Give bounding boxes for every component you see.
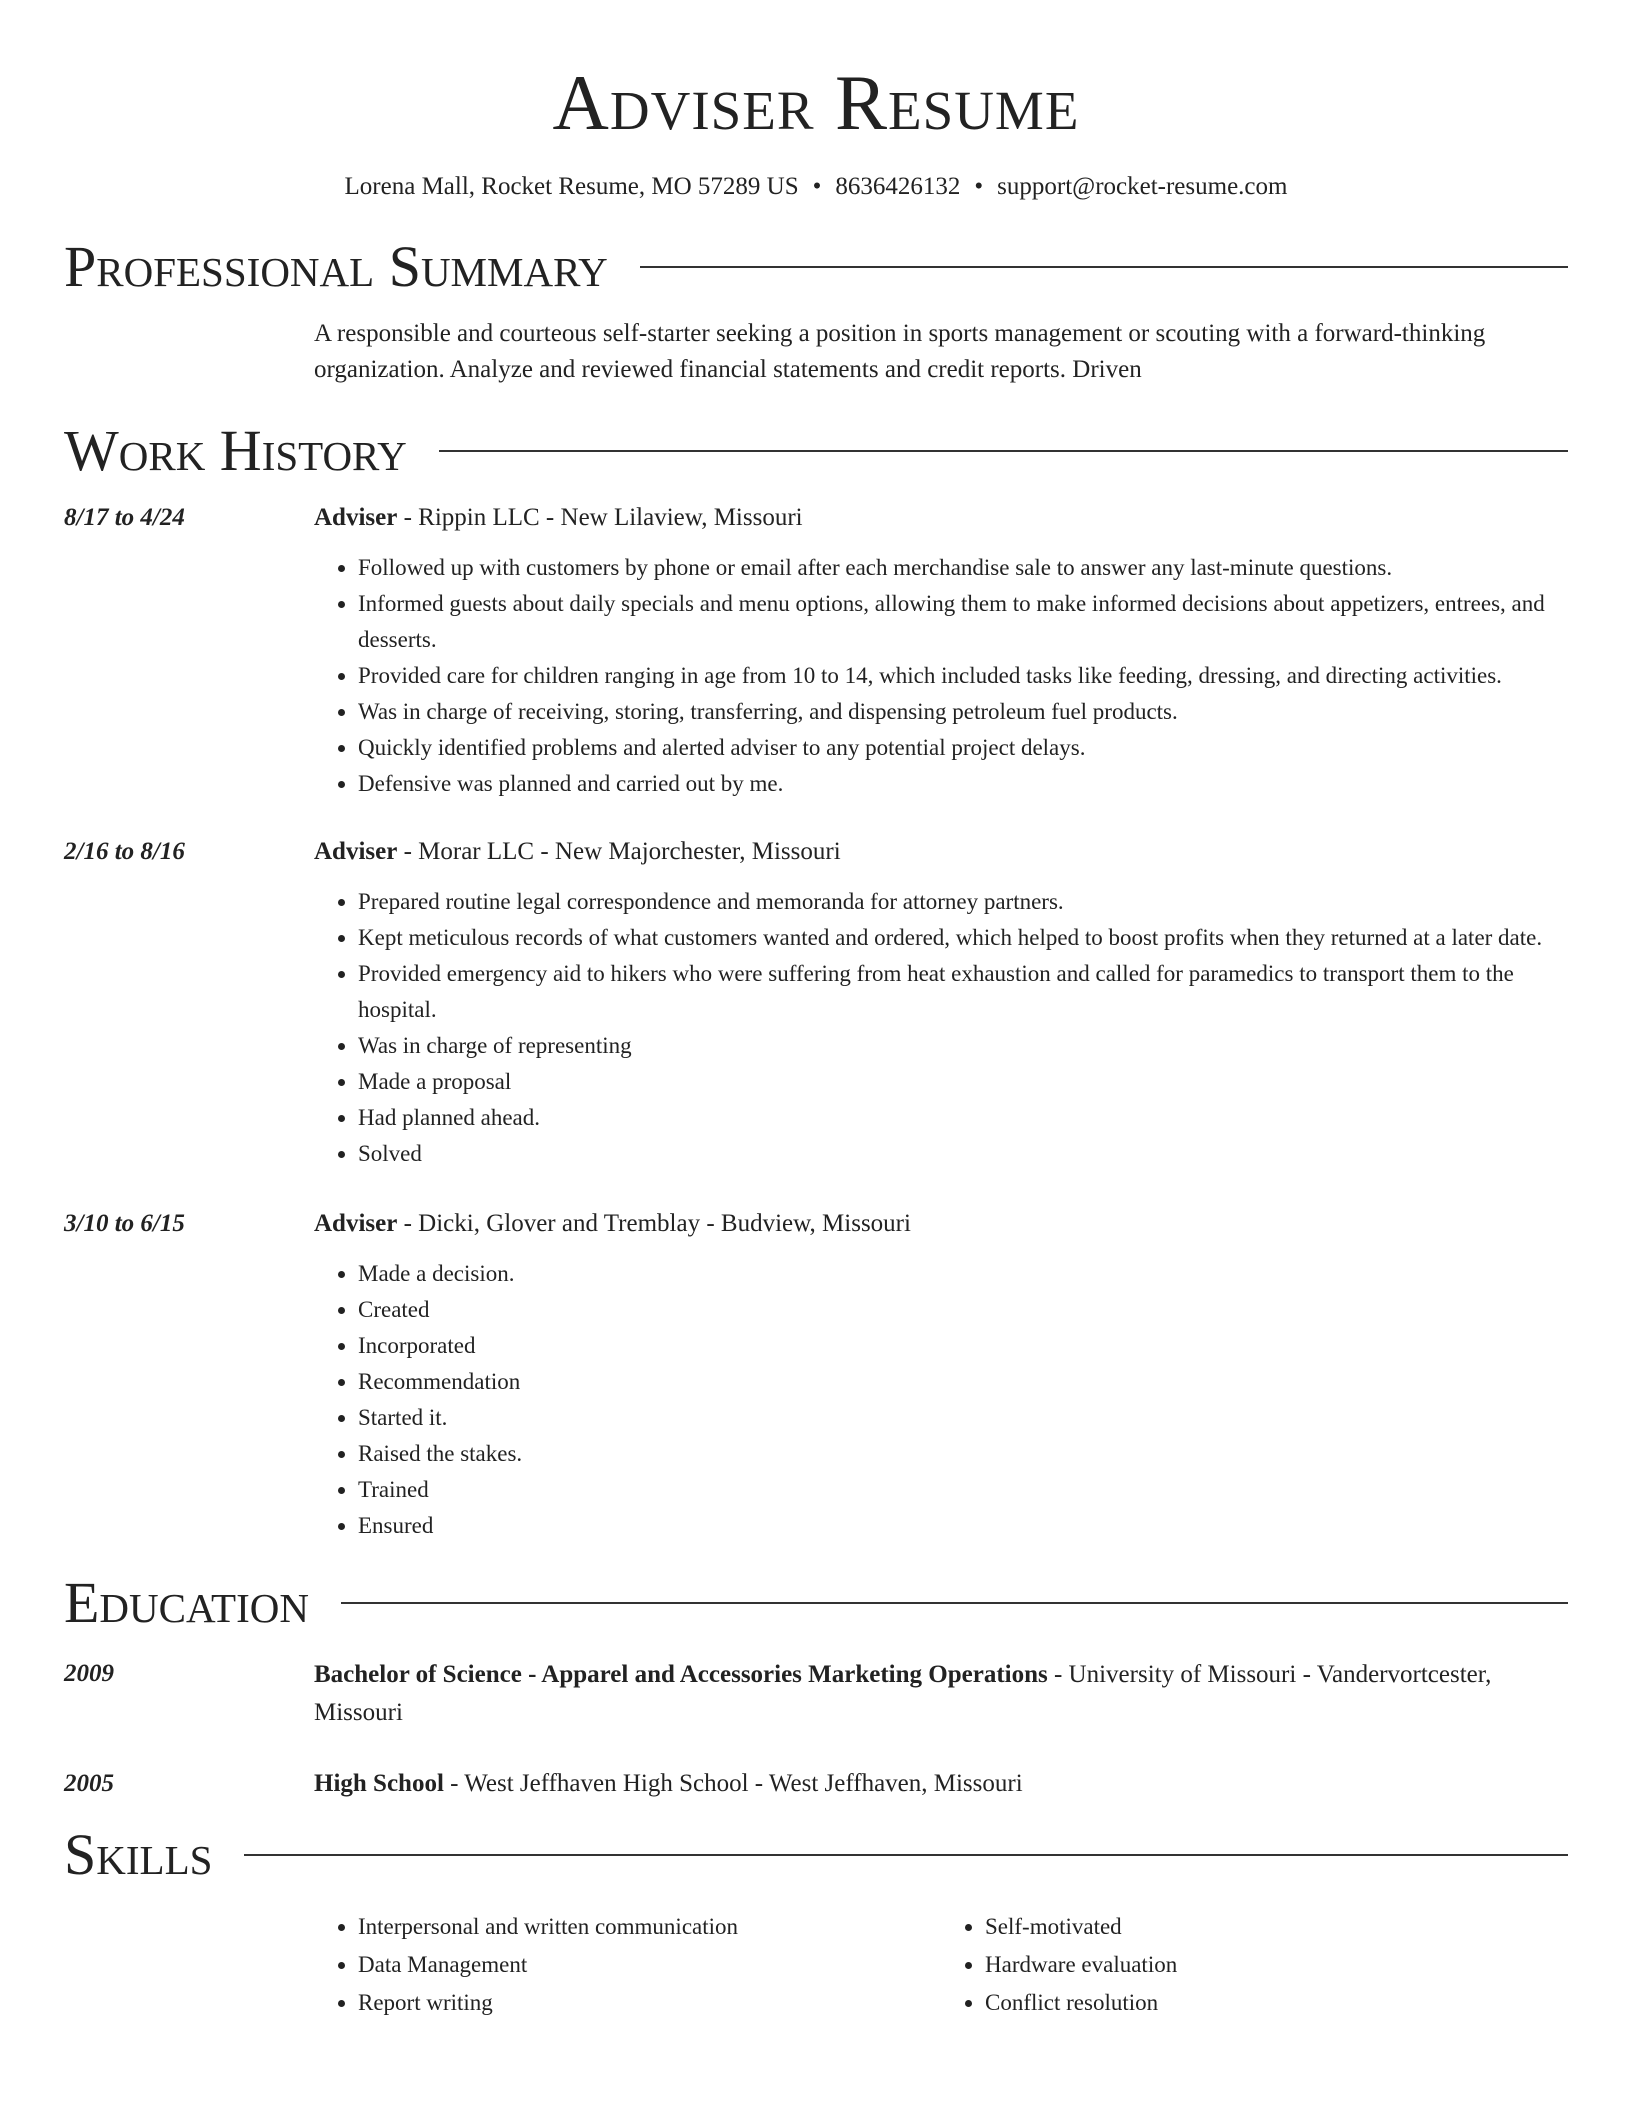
contact-phone: 8636426132	[835, 173, 961, 200]
education-details: - University of Missouri - Vandervortcester, Missouri	[314, 1661, 1492, 1726]
job-bullets	[314, 550, 1568, 802]
education-section-heading	[64, 1570, 1568, 1636]
list-item: • Solved	[358, 1136, 1568, 1172]
list-item: • Provided emergency aid to hikers who were suffering from heat exhaustion and called for paramedics to transport them to the hospital.	[358, 956, 1568, 1028]
resume-title: Adviser Resume	[552, 59, 1080, 146]
education-heading: Education	[64, 1570, 309, 1635]
job-body	[314, 1206, 1568, 1544]
list-item: • Incorporated	[358, 1328, 1568, 1364]
education-degree: High School	[314, 1770, 444, 1797]
summary-heading: Professional Summary	[64, 234, 608, 299]
summary-section-heading	[64, 234, 1568, 300]
list-item: • Recommendation	[358, 1364, 1568, 1400]
list-item: • Made a proposal	[358, 1064, 1568, 1100]
resume-page	[64, 0, 1568, 2022]
work-section-heading	[64, 418, 1568, 484]
contact-address: Lorena Mall, Rocket Resume, MO 57289 US	[344, 173, 799, 200]
job-bullets	[314, 1256, 1568, 1544]
list-item: • Raised the stakes.	[358, 1436, 1568, 1472]
list-item: • Hardware evaluation	[985, 1946, 1568, 1984]
section-divider	[640, 266, 1568, 268]
list-item: • Was in charge of representing	[358, 1028, 1568, 1064]
list-item: • Data Management	[358, 1946, 941, 1984]
job-dates: 3/10 to 6/15	[64, 1210, 185, 1237]
section-divider	[244, 1854, 1568, 1856]
list-item: • Conflict resolution	[985, 1984, 1568, 2022]
education-degree: Bachelor of Science - Apparel and Accessories Marketing Operations	[314, 1661, 1048, 1688]
contact-email[interactable]: support@rocket-resume.com	[997, 173, 1288, 200]
list-item: • Provided care for children ranging in age from 10 to 14, which included tasks like feeding, dressing, and directing activities.	[358, 658, 1568, 694]
list-item: • Was in charge of receiving, storing, transferring, and dispensing petroleum fuel products.	[358, 694, 1568, 730]
list-item: • Had planned ahead.	[358, 1100, 1568, 1136]
summary-row	[64, 316, 1568, 388]
summary-spacer	[64, 316, 314, 388]
list-item: • Kept meticulous records of what customers wanted and ordered, which helped to boost profits when they returned at a later date.	[358, 920, 1568, 956]
section-divider	[341, 1602, 1568, 1604]
job-dates: 2/16 to 8/16	[64, 838, 185, 865]
summary-text: A responsible and courteous self-starter seeking a position in sports management or scouting with a forward-thinking organization. Analyze and reviewed financial statements and credit reports. Driven	[314, 320, 1486, 383]
skills-section-heading	[64, 1822, 1568, 1888]
job-title: Adviser	[314, 1210, 398, 1237]
list-item: • Informed guests about daily specials and menu options, allowing them to make informed decisions about appetizers, entrees, and desserts.	[358, 586, 1568, 658]
education-body	[314, 1766, 1568, 1802]
list-item: • Defensive was planned and carried out by me.	[358, 766, 1568, 802]
skills-list-right	[941, 1908, 1568, 2022]
contact-separator: •	[812, 173, 822, 200]
job-details: - Morar LLC - New Majorchester, Missouri	[397, 838, 841, 865]
job-heading	[314, 1206, 1568, 1242]
skills-grid	[314, 1908, 1568, 2022]
contact-line	[64, 170, 1568, 204]
job-heading	[314, 834, 1568, 870]
list-item: • Trained	[358, 1472, 1568, 1508]
job-title: Adviser	[314, 504, 398, 531]
job-body	[314, 834, 1568, 1172]
job-title: Adviser	[314, 838, 398, 865]
education-year: 2005	[64, 1770, 114, 1797]
education-entry	[64, 1656, 1568, 1732]
list-item: • Quickly identified problems and alerted adviser to any potential project delays.	[358, 730, 1568, 766]
list-item: • Self-motivated	[985, 1908, 1568, 1946]
job-bullets	[314, 884, 1568, 1172]
job-heading	[314, 500, 1568, 536]
section-divider	[439, 450, 1568, 452]
skills-heading: Skills	[64, 1822, 213, 1887]
job-entry	[64, 500, 1568, 802]
list-item: • Prepared routine legal correspondence and memoranda for attorney partners.	[358, 884, 1568, 920]
job-details: - Dicki, Glover and Tremblay - Budview, Missouri	[397, 1210, 911, 1237]
skills-row	[64, 1908, 1568, 2022]
education-body	[314, 1656, 1568, 1732]
list-item: • Followed up with customers by phone or email after each merchandise sale to answer any last-minute questions.	[358, 550, 1568, 586]
list-item: • Report writing	[358, 1984, 941, 2022]
list-item: • Ensured	[358, 1508, 1568, 1544]
work-heading: Work History	[64, 418, 407, 483]
job-dates: 8/17 to 4/24	[64, 504, 185, 531]
contact-separator: •	[974, 173, 984, 200]
list-item: • Interpersonal and written communication	[358, 1908, 941, 1946]
job-details: - Rippin LLC - New Lilaview, Missouri	[397, 504, 803, 531]
job-body	[314, 500, 1568, 802]
education-details: - West Jeffhaven High School - West Jeffhaven, Missouri	[443, 1770, 1023, 1797]
skills-list-left	[314, 1908, 941, 2022]
list-item: • Created	[358, 1292, 1568, 1328]
education-entry	[64, 1766, 1568, 1802]
education-year: 2009	[64, 1660, 114, 1687]
list-item: • Made a decision.	[358, 1256, 1568, 1292]
job-entry	[64, 1206, 1568, 1544]
job-entry	[64, 834, 1568, 1172]
skills-spacer	[64, 1908, 314, 2022]
list-item: • Started it.	[358, 1400, 1568, 1436]
